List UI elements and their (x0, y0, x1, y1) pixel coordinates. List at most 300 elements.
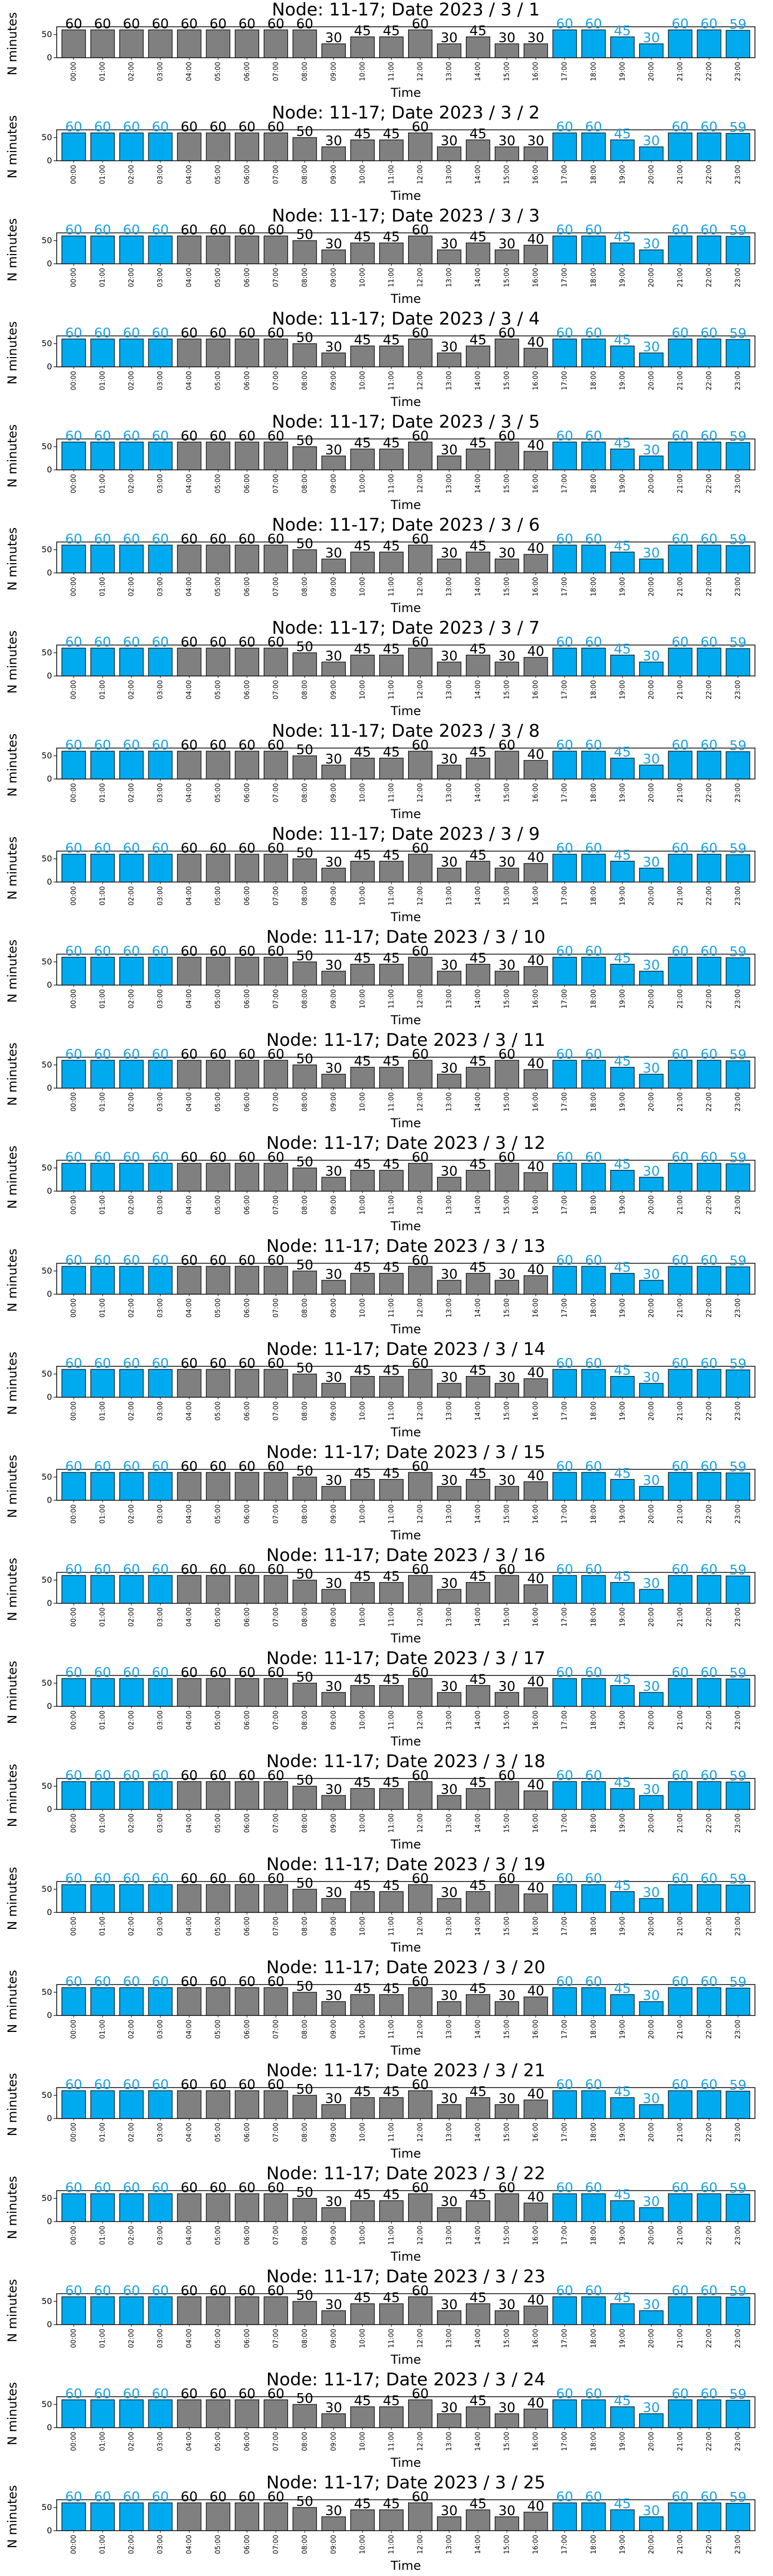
x-tick-label: 00:00 (70, 1092, 78, 1112)
bar-gray (438, 250, 461, 264)
bar-gray (438, 1899, 461, 1912)
x-axis-label: Time (391, 704, 421, 718)
data-label: 60 (267, 1459, 284, 1475)
bar-blue (611, 346, 634, 367)
bar-blue (91, 545, 114, 573)
bar-gray (380, 2407, 404, 2428)
x-tick-label: 14:00 (474, 680, 482, 700)
data-label: 59 (729, 429, 747, 445)
y-tick-label: 0 (46, 53, 52, 62)
x-tick-label: 22:00 (705, 1917, 713, 1936)
data-label: 45 (614, 1775, 631, 1791)
data-label: 45 (382, 1363, 400, 1379)
x-tick-label: 10:00 (359, 371, 367, 391)
x-tick-label: 11:00 (388, 1195, 396, 1215)
bar-gray (206, 133, 230, 161)
data-label: 30 (643, 236, 660, 252)
bar-gray (524, 245, 548, 264)
data-label: 60 (152, 2386, 169, 2402)
x-tick-label: 17:00 (561, 680, 569, 700)
x-tick-label: 04:00 (186, 1607, 194, 1627)
x-tick-label: 20:00 (647, 1401, 656, 1421)
x-tick-label: 17:00 (561, 268, 569, 287)
data-label: 45 (469, 1466, 487, 1482)
data-label: 60 (152, 2283, 169, 2299)
bar-gray (495, 2002, 519, 2015)
chart-panel (5, 824, 755, 924)
data-label: 30 (441, 133, 458, 149)
bar-gray (350, 1274, 374, 1295)
data-label: 60 (65, 1974, 82, 1990)
bar-gray (409, 1575, 432, 1603)
x-axis-label: Time (391, 1734, 421, 1749)
x-tick-label: 23:00 (734, 1298, 742, 1318)
bar-blue (582, 2297, 606, 2325)
data-label: 60 (238, 1768, 256, 1784)
y-tick-label: 50 (41, 2502, 52, 2512)
data-label: 30 (441, 1782, 458, 1798)
chart-title: Node: 11-17; Date 2023 / 3 / 17 (266, 1648, 546, 1669)
bar-blue (62, 2091, 86, 2119)
x-tick-label: 07:00 (272, 268, 280, 287)
data-label: 60 (556, 429, 574, 444)
data-label: 30 (441, 1679, 458, 1694)
data-label: 60 (585, 1047, 602, 1062)
data-label: 45 (354, 2084, 371, 2100)
bar-blue (120, 648, 143, 676)
data-label: 60 (65, 1356, 82, 1371)
x-tick-label: 05:00 (214, 680, 223, 700)
x-tick-label: 07:00 (272, 1917, 280, 1936)
x-tick-label: 20:00 (647, 1607, 656, 1627)
data-label: 60 (671, 841, 689, 856)
x-tick-label: 16:00 (532, 1092, 540, 1112)
x-tick-label: 17:00 (561, 1298, 569, 1318)
x-tick-label: 10:00 (359, 1195, 367, 1215)
bar-gray (524, 1173, 548, 1191)
bar-blue (582, 30, 606, 58)
bar-gray (322, 2105, 345, 2119)
x-tick-label: 08:00 (301, 2535, 309, 2554)
data-label: 60 (411, 120, 429, 135)
x-tick-label: 13:00 (445, 680, 453, 700)
bar-gray (438, 2311, 461, 2325)
chart-title: Node: 11-17; Date 2023 / 3 / 23 (266, 2266, 546, 2287)
data-label: 60 (123, 1253, 140, 1268)
chart-panel (5, 0, 755, 100)
x-tick-label: 02:00 (128, 577, 136, 597)
y-tick-label: 50 (41, 1781, 52, 1791)
data-label: 60 (123, 1150, 140, 1165)
bar-gray (177, 1369, 201, 1397)
x-tick-label: 01:00 (99, 2432, 107, 2451)
bar-blue (668, 2194, 692, 2222)
data-label: 45 (469, 1981, 487, 1997)
chart-title: Node: 11-17; Date 2023 / 3 / 11 (266, 1030, 546, 1050)
bar-gray (322, 1795, 345, 1809)
x-tick-label: 09:00 (330, 1710, 338, 1730)
chart-panel (5, 618, 755, 718)
bar-blue (553, 957, 577, 985)
bar-gray (524, 967, 548, 985)
x-tick-label: 09:00 (330, 1917, 338, 1936)
bar-blue (553, 854, 577, 882)
bar-blue (611, 1067, 634, 1089)
x-tick-label: 21:00 (676, 577, 684, 597)
data-label: 40 (527, 541, 545, 556)
x-tick-label: 06:00 (243, 2329, 251, 2348)
bar-blue (582, 957, 606, 985)
data-label: 30 (527, 133, 545, 149)
bar-gray (524, 1070, 548, 1088)
chart-panel (5, 1030, 755, 1130)
data-label: 59 (729, 1459, 747, 1475)
bar-gray (495, 751, 519, 779)
data-label: 60 (94, 16, 111, 32)
data-label: 30 (441, 1267, 458, 1282)
data-label: 60 (123, 2180, 140, 2196)
data-label: 50 (296, 845, 313, 861)
x-axis-label: Time (391, 1322, 421, 1336)
bar-blue (668, 2503, 692, 2531)
bar-gray (264, 1060, 288, 1088)
bar-gray (293, 1889, 316, 1912)
data-label: 60 (94, 1768, 111, 1784)
y-tick-label: 0 (46, 2319, 52, 2329)
x-tick-label: 08:00 (301, 2226, 309, 2245)
x-tick-label: 04:00 (186, 474, 194, 494)
x-tick-label: 01:00 (99, 268, 107, 287)
bar-gray (264, 648, 288, 676)
x-tick-label: 00:00 (70, 886, 78, 906)
x-tick-label: 02:00 (128, 1504, 136, 1524)
bar-blue (91, 1575, 114, 1603)
bar-blue (640, 1486, 663, 1500)
x-tick-label: 06:00 (243, 1504, 251, 1524)
data-label: 59 (729, 1665, 747, 1681)
x-tick-label: 20:00 (647, 577, 656, 597)
data-label: 50 (296, 1773, 313, 1788)
y-axis-label: N minutes (5, 12, 20, 76)
bar-blue (582, 1885, 606, 1912)
data-label: 59 (729, 326, 747, 342)
data-label: 60 (671, 2180, 689, 2196)
bar-gray (293, 550, 316, 573)
data-label: 30 (325, 236, 342, 252)
x-tick-label: 21:00 (676, 1710, 684, 1730)
bar-blue (148, 1266, 172, 1294)
x-tick-label: 15:00 (503, 1607, 511, 1627)
x-tick-label: 00:00 (70, 62, 78, 81)
y-tick-label: 0 (46, 1598, 52, 1608)
bar-gray (206, 30, 230, 58)
data-label: 60 (209, 1459, 227, 1475)
x-tick-label: 07:00 (272, 1401, 280, 1421)
data-label: 60 (180, 1047, 198, 1062)
data-label: 60 (238, 841, 256, 856)
bar-blue (697, 854, 721, 882)
bar-blue (668, 442, 692, 470)
data-label: 30 (325, 133, 342, 149)
x-tick-label: 13:00 (445, 2432, 453, 2451)
x-tick-label: 08:00 (301, 1814, 309, 1833)
x-tick-label: 19:00 (618, 1195, 627, 1215)
bar-gray (495, 2414, 519, 2428)
bar-gray (524, 657, 548, 676)
x-tick-label: 16:00 (532, 1607, 540, 1627)
data-label: 60 (585, 2489, 602, 2505)
x-tick-label: 17:00 (561, 989, 569, 1009)
data-label: 60 (585, 1356, 602, 1371)
y-tick-label: 50 (41, 2399, 52, 2409)
data-label: 50 (296, 2494, 313, 2510)
bar-blue (697, 648, 721, 676)
x-tick-label: 16:00 (532, 62, 540, 81)
bar-gray (350, 2304, 374, 2325)
bar-gray (466, 964, 490, 986)
bar-gray (466, 552, 490, 573)
x-tick-label: 16:00 (532, 1917, 540, 1936)
bar-blue (726, 340, 750, 367)
bar-gray (438, 2208, 461, 2222)
data-label: 45 (382, 641, 400, 657)
data-label: 60 (152, 1253, 169, 1268)
data-label: 45 (382, 1775, 400, 1791)
x-tick-label: 01:00 (99, 1504, 107, 1524)
data-label: 30 (643, 2091, 660, 2107)
bar-blue (120, 1060, 143, 1088)
x-tick-label: 02:00 (128, 1814, 136, 1833)
x-tick-label: 14:00 (474, 1917, 482, 1936)
data-label: 60 (700, 944, 718, 959)
x-tick-label: 00:00 (70, 1917, 78, 1936)
bar-blue (91, 1988, 114, 2015)
data-label: 60 (152, 223, 169, 238)
chart-title: Node: 11-17; Date 2023 / 3 / 19 (266, 1854, 546, 1875)
x-tick-label: 09:00 (330, 1504, 338, 1524)
x-tick-label: 16:00 (532, 886, 540, 906)
x-tick-label: 23:00 (734, 62, 742, 81)
data-label: 50 (296, 2082, 313, 2097)
data-label: 60 (556, 1253, 574, 1268)
bar-blue (611, 2304, 634, 2325)
x-tick-label: 20:00 (647, 2123, 656, 2142)
x-tick-label: 04:00 (186, 2535, 194, 2554)
x-tick-label: 10:00 (359, 2020, 367, 2039)
data-label: 45 (354, 229, 371, 245)
x-tick-label: 03:00 (157, 1607, 165, 1627)
data-label: 30 (325, 546, 342, 561)
bar-blue (582, 1782, 606, 1809)
data-label: 60 (700, 16, 718, 32)
bar-gray (438, 353, 461, 367)
bar-blue (668, 957, 692, 985)
bar-blue (582, 2400, 606, 2428)
x-tick-label: 20:00 (647, 371, 656, 391)
data-label: 45 (354, 2496, 371, 2512)
bar-gray (350, 2510, 374, 2531)
y-tick-label: 0 (46, 1083, 52, 1093)
data-label: 60 (585, 1665, 602, 1681)
y-tick-label: 0 (46, 1907, 52, 1917)
data-label: 45 (614, 332, 631, 348)
data-label: 60 (238, 1253, 256, 1268)
data-label: 60 (209, 326, 227, 341)
data-label: 60 (700, 2283, 718, 2299)
bar-gray (264, 2503, 288, 2531)
chart-title: Node: 11-17; Date 2023 / 3 / 21 (266, 2060, 546, 2081)
x-tick-label: 18:00 (590, 1710, 598, 1730)
data-label: 60 (65, 841, 82, 856)
bar-gray (322, 44, 345, 58)
data-label: 60 (267, 1253, 284, 1268)
bar-gray (524, 1379, 548, 1397)
data-label: 60 (411, 1665, 429, 1681)
bar-gray (293, 756, 316, 779)
data-label: 30 (498, 1679, 516, 1694)
x-axis-label: Time (391, 1013, 421, 1027)
bar-blue (726, 1782, 750, 1809)
bar-blue (697, 339, 721, 367)
bar-blue (91, 442, 114, 470)
data-label: 60 (238, 120, 256, 135)
bar-gray (206, 1782, 230, 1809)
x-tick-label: 22:00 (705, 2123, 713, 2142)
x-tick-label: 11:00 (388, 1092, 396, 1112)
data-label: 60 (556, 635, 574, 650)
data-label: 60 (180, 1150, 198, 1165)
x-tick-label: 06:00 (243, 1298, 251, 1318)
bar-gray (293, 241, 316, 264)
bar-gray (380, 1892, 404, 1913)
data-label: 60 (152, 326, 169, 341)
x-tick-label: 04:00 (186, 680, 194, 700)
data-label: 59 (729, 16, 747, 32)
data-label: 59 (729, 944, 747, 960)
data-label: 60 (94, 2386, 111, 2402)
x-tick-label: 08:00 (301, 2432, 309, 2451)
x-tick-label: 06:00 (243, 886, 251, 906)
bar-gray (177, 2091, 201, 2119)
data-label: 60 (585, 16, 602, 32)
bar-blue (640, 868, 663, 882)
data-label: 45 (354, 332, 371, 348)
data-label: 60 (498, 738, 516, 753)
x-tick-label: 00:00 (70, 989, 78, 1009)
bar-gray (235, 2194, 259, 2222)
x-tick-label: 22:00 (705, 989, 713, 1009)
data-label: 45 (469, 2496, 487, 2512)
y-tick-label: 50 (41, 442, 52, 451)
bar-gray (380, 1067, 404, 1089)
bar-gray (495, 971, 519, 985)
data-label: 60 (123, 1356, 140, 1371)
data-label: 60 (700, 2077, 718, 2093)
data-label: 60 (238, 532, 256, 547)
bar-blue (668, 854, 692, 882)
data-label: 50 (296, 1876, 313, 1891)
x-tick-label: 11:00 (388, 989, 396, 1009)
x-tick-label: 18:00 (590, 2329, 598, 2348)
data-label: 60 (700, 1459, 718, 1475)
bar-blue (640, 1177, 663, 1191)
data-label: 60 (267, 1150, 284, 1165)
data-label: 60 (671, 1768, 689, 1784)
x-tick-label: 12:00 (416, 474, 425, 494)
x-tick-label: 14:00 (474, 1814, 482, 1833)
bar-blue (697, 1988, 721, 2015)
data-label: 60 (180, 1459, 198, 1475)
x-tick-label: 18:00 (590, 783, 598, 803)
x-tick-label: 08:00 (301, 577, 309, 597)
data-label: 60 (238, 1047, 256, 1062)
bar-gray (350, 1892, 374, 1913)
x-tick-label: 07:00 (272, 886, 280, 906)
x-tick-label: 01:00 (99, 577, 107, 597)
data-label: 60 (238, 1356, 256, 1371)
x-tick-label: 12:00 (416, 680, 425, 700)
x-tick-label: 00:00 (70, 2226, 78, 2245)
x-tick-label: 16:00 (532, 474, 540, 494)
bar-gray (322, 765, 345, 779)
data-label: 30 (643, 1473, 660, 1488)
x-axis-label: Time (391, 2043, 421, 2058)
x-axis-label: Time (391, 910, 421, 924)
bar-gray (495, 559, 519, 573)
bar-blue (582, 236, 606, 264)
bar-blue (640, 44, 663, 58)
bar-gray (438, 147, 461, 161)
x-tick-label: 15:00 (503, 371, 511, 391)
data-label: 45 (469, 744, 487, 760)
x-tick-label: 18:00 (590, 1298, 598, 1318)
data-label: 60 (209, 2386, 227, 2402)
x-tick-label: 11:00 (388, 62, 396, 81)
bar-gray (177, 339, 201, 367)
bar-blue (91, 1679, 114, 1706)
bar-blue (640, 1899, 663, 1912)
data-label: 60 (556, 120, 574, 135)
x-tick-label: 15:00 (503, 989, 511, 1009)
data-label: 60 (585, 841, 602, 856)
x-tick-label: 12:00 (416, 1195, 425, 1215)
y-tick-label: 0 (46, 568, 52, 578)
x-tick-label: 01:00 (99, 2226, 107, 2245)
x-tick-label: 16:00 (532, 989, 540, 1009)
data-label: 40 (527, 953, 545, 969)
x-tick-label: 11:00 (388, 680, 396, 700)
bar-blue (726, 1988, 750, 2015)
bar-blue (640, 765, 663, 779)
data-label: 45 (469, 951, 487, 967)
data-label: 30 (325, 2297, 342, 2313)
data-label: 60 (180, 532, 198, 547)
x-tick-label: 12:00 (416, 1814, 425, 1833)
data-label: 59 (729, 532, 747, 548)
x-tick-label: 01:00 (99, 680, 107, 700)
bar-blue (553, 751, 577, 779)
bar-blue (553, 2503, 577, 2531)
data-label: 30 (441, 958, 458, 973)
bar-blue (91, 854, 114, 882)
x-tick-label: 07:00 (272, 62, 280, 81)
bar-gray (380, 552, 404, 573)
x-tick-label: 20:00 (647, 783, 656, 803)
bar-blue (62, 339, 86, 367)
x-tick-label: 15:00 (503, 1710, 511, 1730)
bar-gray (322, 1899, 345, 1912)
x-tick-label: 16:00 (532, 268, 540, 287)
